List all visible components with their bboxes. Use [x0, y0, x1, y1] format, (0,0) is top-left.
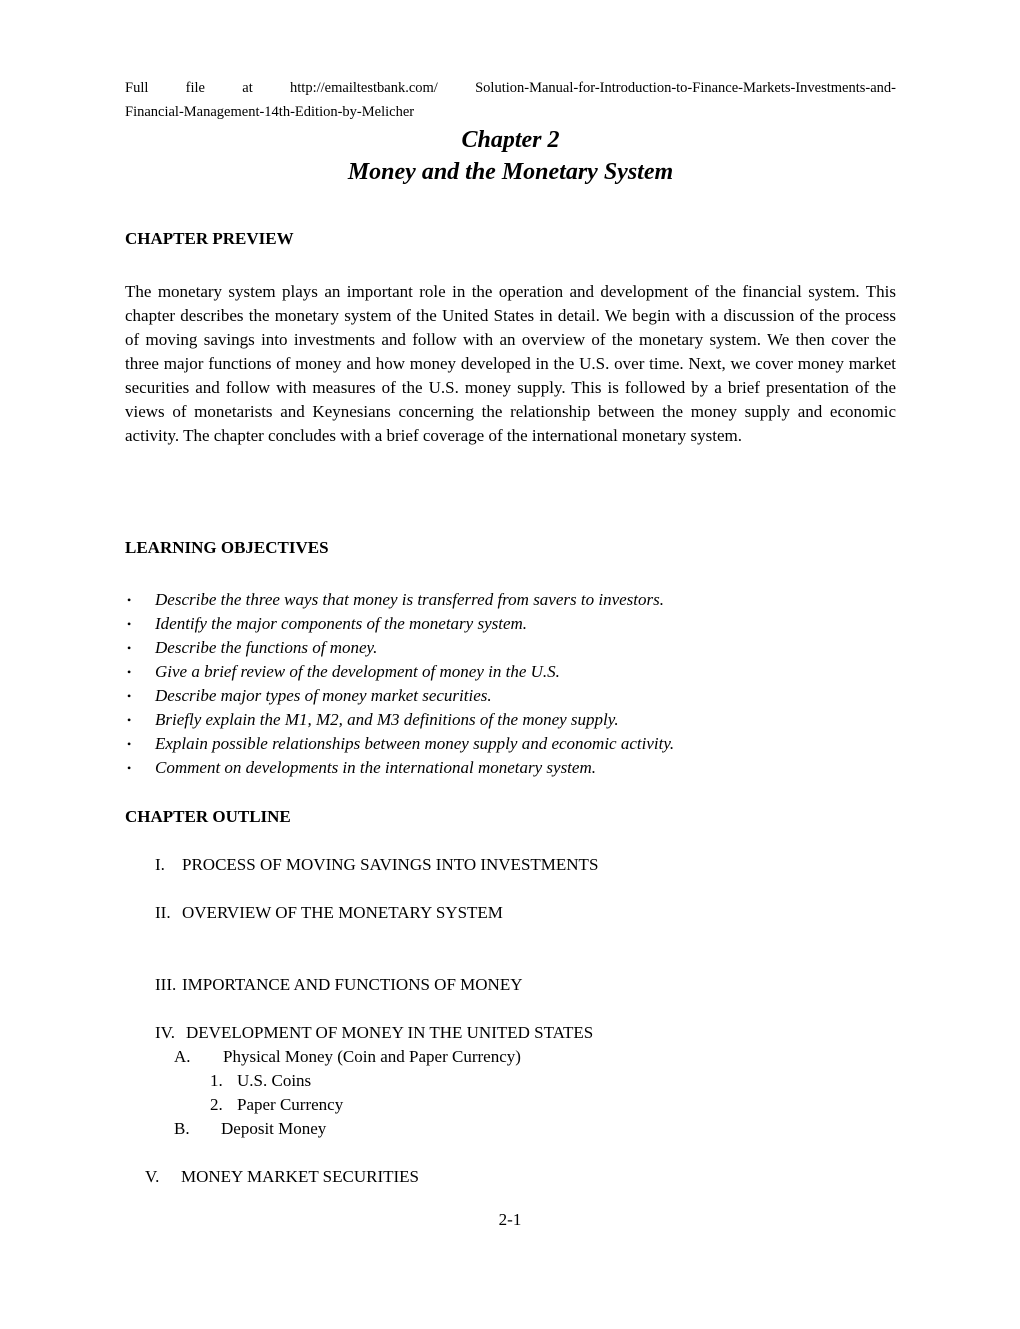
bullet-icon: • — [127, 617, 132, 631]
objective-item: • Identify the major components of the monetary system. — [125, 612, 896, 636]
bullet-icon: • — [127, 641, 132, 655]
objective-item: • Describe the functions of money. — [125, 636, 896, 660]
page-number: 2-1 — [498, 1210, 522, 1229]
source-note — [125, 76, 896, 124]
learning-objectives-list — [125, 588, 896, 780]
objective-item: • Describe the three ways that money is transferred from savers to investors. — [125, 588, 896, 612]
objective-item: • Comment on developments in the international monetary system. — [125, 756, 896, 780]
bullet-icon: • — [127, 689, 132, 703]
outline-item-IV-B: B. Deposit Money — [174, 1119, 327, 1138]
bullet-icon: • — [127, 761, 132, 775]
chapter-preview-heading: CHAPTER PREVIEW — [125, 229, 294, 248]
learning-objectives-heading: LEARNING OBJECTIVES — [125, 538, 329, 557]
objective-item: • Give a brief review of the development of money in the U.S. — [125, 660, 896, 684]
objective-item: • Describe major types of money market securities. — [125, 684, 896, 708]
chapter-title — [125, 124, 896, 188]
objective-item: • Explain possible relationships between money supply and economic activity. — [125, 732, 896, 756]
outline-item-IV-A-1: 1. U.S. Coins — [210, 1071, 312, 1090]
chapter-outline-heading: CHAPTER OUTLINE — [125, 807, 291, 826]
bullet-icon: • — [127, 713, 132, 727]
outline-item-III: III. IMPORTANCE AND FUNCTIONS OF MONEY — [155, 975, 523, 994]
chapter-preview-paragraph: The monetary system plays an important role in the operation and development of the financial system. This chapter describes the monetary system of the United States in detail. We begin with a discussion of the process of moving savings into investments and follow with an overview of the monetary system. We then cover the three major functions of money and how money developed in the U.S. over time. Next, we cover money market securities and follow with measures of the U.S. money supply. This is followed by a brief presentation of the views of monetarists and Keynesians concerning the relationship between the money supply and economic activity. The chapter concludes with a brief coverage of the international monetary system. — [125, 282, 896, 445]
outline-item-V: V. MONEY MARKET SECURITIES — [145, 1167, 420, 1186]
bullet-icon: • — [127, 737, 132, 751]
outline-item-I: I. PROCESS OF MOVING SAVINGS INTO INVESTMENTS — [155, 855, 599, 874]
bullet-icon: • — [127, 665, 132, 679]
outline-item-IV: IV. DEVELOPMENT OF MONEY IN THE UNITED STATES — [155, 1023, 594, 1042]
outline-item-IV-A: A. Physical Money (Coin and Paper Currency) — [174, 1047, 521, 1066]
outline-item-II: II. OVERVIEW OF THE MONETARY SYSTEM — [155, 903, 503, 922]
source-note-line-1: Full file at http://emailtestbank.com/ Solution-Manual-for-Introduction-to-Finance-Markets-Investments-and- — [125, 80, 896, 96]
outline-item-IV-A-2: 2. Paper Currency — [210, 1095, 344, 1114]
objective-item: • Briefly explain the M1, M2, and M3 definitions of the money supply. — [125, 708, 896, 732]
bullet-icon: • — [127, 593, 132, 607]
chapter-name: Money and the Monetary System — [347, 159, 674, 185]
source-note-line-2: Financial-Management-14th-Edition-by-Melicher — [125, 104, 415, 120]
chapter-number: Chapter 2 — [461, 127, 560, 153]
